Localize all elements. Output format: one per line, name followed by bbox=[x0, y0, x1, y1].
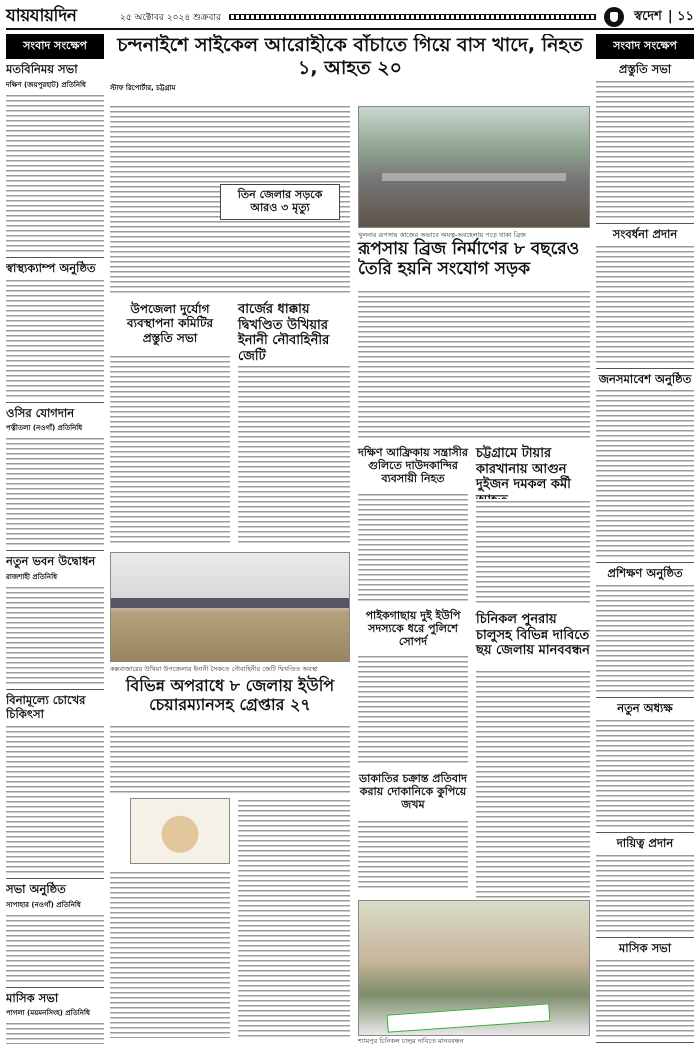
bridge-caption: খুলনার রূপসায় কাজের অভাবে অযত্ন-অবহেলায় পড়ে থাকা ব্রিজ bbox=[358, 231, 526, 239]
bridge-headline: রূপসায় ব্রিজ নির্মাণের ৮ বছরেও তৈরি হয়নি সংযোগ সড়ক bbox=[358, 239, 580, 280]
brief-body bbox=[596, 388, 694, 558]
right-brief-column bbox=[596, 34, 694, 1044]
lead-story bbox=[110, 34, 590, 96]
brief-item bbox=[596, 228, 694, 369]
south-africa-body bbox=[358, 492, 468, 602]
brief-title: সংবর্ধনা প্রদান bbox=[612, 226, 678, 241]
brief-item bbox=[6, 883, 104, 988]
committee-story bbox=[110, 302, 230, 345]
arrests-body-text bbox=[110, 724, 350, 794]
jetty-photo bbox=[110, 552, 350, 662]
brief-item bbox=[596, 373, 694, 564]
arrests-headline: বিভিন্ন অপরাধে ৮ জেলায় ইউপি চেয়ারম্যানসহ গ্রেপ্তার ২৭ bbox=[125, 676, 335, 715]
brief-body bbox=[596, 583, 694, 693]
brief-item bbox=[596, 837, 694, 938]
paikgachha-story bbox=[358, 609, 468, 649]
masthead bbox=[6, 6, 694, 30]
brief-title: মাসিক সভা bbox=[618, 940, 672, 955]
brief-title: প্রশিক্ষণ অনুষ্ঠিত bbox=[607, 566, 683, 581]
paikgachha-headline: পাইকগাছায় দুই ইউপি সদস্যকে ধরে পুলিশে সোপর্দ bbox=[365, 609, 461, 649]
newspaper-logo: যায়যায়দিন bbox=[6, 6, 77, 26]
south-africa-headline: দক্ষিণ আফ্রিকায় সন্ত্রাসীর গুলিতে দাউদকান্দির ব্যবসায়ী নিহত bbox=[358, 446, 468, 486]
brief-body bbox=[6, 436, 104, 546]
brief-item bbox=[6, 555, 104, 690]
tyre-fire-body bbox=[476, 499, 590, 604]
brief-item bbox=[6, 407, 104, 552]
sugarmill-story bbox=[476, 612, 590, 659]
arrests-body-right bbox=[238, 798, 350, 1038]
brief-body bbox=[596, 79, 694, 219]
brief-item bbox=[6, 992, 104, 1044]
brief-body bbox=[6, 913, 104, 983]
brief-body bbox=[596, 853, 694, 933]
brief-title: নতুন ভবন উদ্বোধন bbox=[6, 554, 96, 569]
jetty-caption: কক্সবাজারের উখিয়া উপজেলার ইনানী সৈকতে নৌবাহিনীর জেটি দ্বিখণ্ডিত অবস্থা bbox=[110, 665, 318, 673]
main-news-area bbox=[110, 34, 590, 1044]
left-brief-column bbox=[6, 34, 104, 1044]
sugarmill-body bbox=[476, 669, 590, 899]
committee-body-text bbox=[110, 354, 230, 544]
lead-byline: স্টাফ রিপোর্টার, চট্টগ্রাম bbox=[110, 83, 176, 92]
jetty-story bbox=[238, 302, 350, 364]
brief-body bbox=[6, 724, 104, 874]
brief-byline: সাপাহার (নওগাঁ) প্রতিনিধি bbox=[6, 900, 81, 909]
brief-byline: রাজশাহী প্রতিনিধি bbox=[6, 573, 58, 582]
brief-body bbox=[596, 718, 694, 828]
brief-item bbox=[596, 942, 694, 1043]
right-column-header: সংবাদ সংক্ষেপ bbox=[596, 34, 694, 59]
brief-byline: দক্ষিণ (জয়পুরহাট) প্রতিনিধি bbox=[6, 80, 86, 89]
bridge-photo bbox=[358, 106, 590, 228]
bridge-body-text bbox=[358, 289, 590, 439]
sugarmill-headline: চিনিকল পুনরায় চালুসহ বিভিন্ন দাবিতে ছয় জেলায় মানববন্ধন bbox=[476, 612, 590, 659]
committee-headline: উপজেলা দুর্যোগ ব্যবস্থাপনা কমিটির প্রস্তুতি সভা bbox=[126, 302, 214, 345]
masthead-rule bbox=[229, 14, 596, 20]
arrests-story bbox=[110, 676, 350, 714]
brief-title: ওসির যোগদান bbox=[6, 405, 75, 420]
tyre-fire-headline: চট্টগ্রামে টায়ার কারখানায় আগুন দুইজন দমকল কর্মী bbox=[476, 446, 571, 493]
brief-title: নতুন অধ্যক্ষ bbox=[617, 701, 673, 716]
south-africa-story bbox=[358, 446, 468, 486]
brief-item bbox=[6, 63, 104, 258]
issue-date: ২৫ অক্টোবর ২০২৪ শুক্রবার bbox=[120, 12, 221, 23]
brief-byline: পাগলা (ময়মনসিংহ) প্রতিনিধি bbox=[6, 1009, 90, 1018]
arrests-body-left bbox=[110, 870, 230, 1038]
rally-caption: শ্যামপুর চিনিকল চালুর দাবিতে মানববন্ধন bbox=[358, 1037, 464, 1044]
brief-body bbox=[6, 278, 104, 398]
attack-story bbox=[358, 772, 468, 812]
brief-title: স্বাস্থ্যক্যাম্প অনুষ্ঠিত bbox=[6, 260, 96, 275]
emblem-icon bbox=[604, 7, 624, 27]
brief-item bbox=[596, 702, 694, 833]
brief-title: সভা অনুষ্ঠিত bbox=[6, 881, 66, 896]
section-name: স্বদেশ bbox=[634, 8, 662, 24]
brief-item bbox=[596, 567, 694, 698]
paikgachha-body bbox=[358, 654, 468, 764]
jetty-headline: বার্জের ধাক্কায় দ্বিখণ্ডিত উখিয়ার ইনানী নৌবাহিনীর জেটি bbox=[238, 302, 330, 364]
rally-photo bbox=[358, 900, 590, 1036]
brief-body bbox=[6, 93, 104, 253]
handcuff-illustration bbox=[130, 798, 230, 864]
brief-title: দায়িত্ব প্রদান bbox=[616, 835, 674, 850]
brief-title: প্রস্তুতি সভা bbox=[618, 62, 672, 76]
jetty-body-text bbox=[238, 364, 350, 544]
brief-body bbox=[6, 585, 104, 685]
left-column-header: সংবাদ সংক্ষেপ bbox=[6, 34, 104, 59]
page-number: | ১১ bbox=[667, 8, 694, 24]
brief-item bbox=[6, 262, 104, 403]
brief-title: মতবিনিময় সভা bbox=[6, 62, 78, 76]
brief-item bbox=[6, 694, 104, 879]
brief-title: বিনামূল্যে চোখের চিকিৎসা bbox=[6, 693, 86, 721]
attack-headline: ডাকাতির চক্রান্ত প্রতিবাদ করায় দোকানিকে কুপিয়ে জখম bbox=[359, 772, 467, 812]
brief-title: মাসিক সভা bbox=[6, 990, 59, 1005]
brief-byline: পত্নীতলা (নওগাঁ) প্রতিনিধি bbox=[6, 424, 83, 433]
attack-body bbox=[358, 819, 468, 889]
lead-headline: চন্দনাইশে সাইকেল আরোহীকে বাঁচাতে গিয়ে বাস খাদে, নিহত ১, আহত ২০ bbox=[117, 34, 583, 79]
brief-body bbox=[596, 958, 694, 1038]
inset-text: তিন জেলার সড়কে আরও ৩ মৃত্যু bbox=[237, 188, 323, 215]
brief-body bbox=[6, 1021, 104, 1044]
brief-title: জনসমাবেশ অনুষ্ঠিত bbox=[598, 371, 692, 386]
inset-box bbox=[220, 184, 340, 220]
brief-body bbox=[596, 244, 694, 364]
brief-item bbox=[596, 63, 694, 224]
bridge-story bbox=[358, 239, 590, 280]
